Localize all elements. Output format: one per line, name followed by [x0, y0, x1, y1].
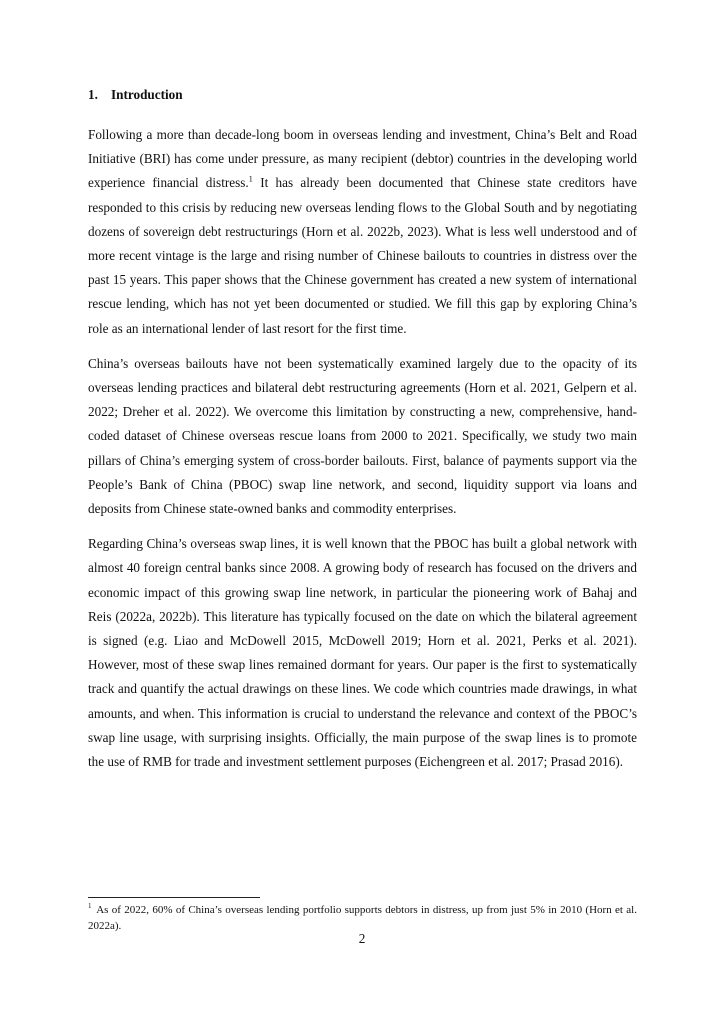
footnote-text: As of 2022, 60% of China’s overseas lending portfolio supports debtors in distress, up from just 5% in 2010 (Horn et al. 2022a). [88, 904, 637, 932]
paragraph-3: Regarding China’s overseas swap lines, it is well known that the PBOC has built a global network with almost 40 foreign central banks since 2008. A growing body of research has focused on the drivers and economic impact of this growing swap line network, in particular the pioneering work of Bahaj and Reis (2022a, 2022b). This literature has typically focused on the date on which the bilateral agreement is signed (e.g. Liao and McDowell 2015, McDowell 2019; Horn et al. 2021, Perks et al. 2021). However, most of these swap lines remained dormant for years. Our paper is the first to systematically track and quantify the actual drawings on these lines. We code which countries made drawings, in what amounts, and when. This information is crucial to understand the relevance and context of the PBOC’s swap line usage, with surprising insights. Officially, the main purpose of the swap lines is to promote the use of RMB for trade and investment settlement purposes (Eichengreen et al. 2017; Prasad 2016). [88, 536, 637, 770]
paragraph-2: China’s overseas bailouts have not been systematically examined largely due to the opacity of its overseas lending practices and bilateral debt restructuring agreements (Horn et al. 2021, Gelpern et al. 2022; Dreher et al. 2022). We overcome this limitation by constructing a new, comprehensive, hand-coded dataset of Chinese overseas rescue loans from 2000 to 2021. Specifically, we study two main pillars of China’s emerging system of cross-border bailouts. First, balance of payments support via the People’s Bank of China (PBOC) swap line network, and second, liquidity support via loans and deposits from Chinese state-owned banks and commodity enterprises. [88, 355, 637, 517]
paragraph-1-part-a: Following a more than decade-long boom in overseas lending and investment, China’s Belt and Road Initiative (BRI) has come under pressure, as many recipient (debtor) countries in the developing world experience financial distress. [88, 127, 637, 191]
page-number: 2 [358, 931, 366, 946]
page-body [88, 84, 637, 785]
section-number: 1. [88, 87, 98, 102]
section-heading [88, 84, 637, 106]
section-title: Introduction [111, 87, 183, 102]
footnote-divider [88, 897, 260, 898]
footnote-marker: 1 [88, 902, 92, 911]
paragraph-1-part-b: It has already been documented that Chinese state creditors have responded to this crisis by reducing new overseas lending flows to the Global South and by negotiating dozens of sovereign debt restructurings (Horn et al. 2022b, 2023). What is less well understood and of more recent vintage is the large and rising number of Chinese bailouts to countries in distress over the past 15 years. This paper shows that the Chinese government has created a new system of international rescue lending, which has not yet been documented or studied. We fill this gap by exploring China’s role as an international lender of last resort for the first time. [88, 175, 637, 336]
paragraph-1 [88, 123, 637, 341]
footnote-reference[interactable]: 1 [248, 174, 253, 185]
